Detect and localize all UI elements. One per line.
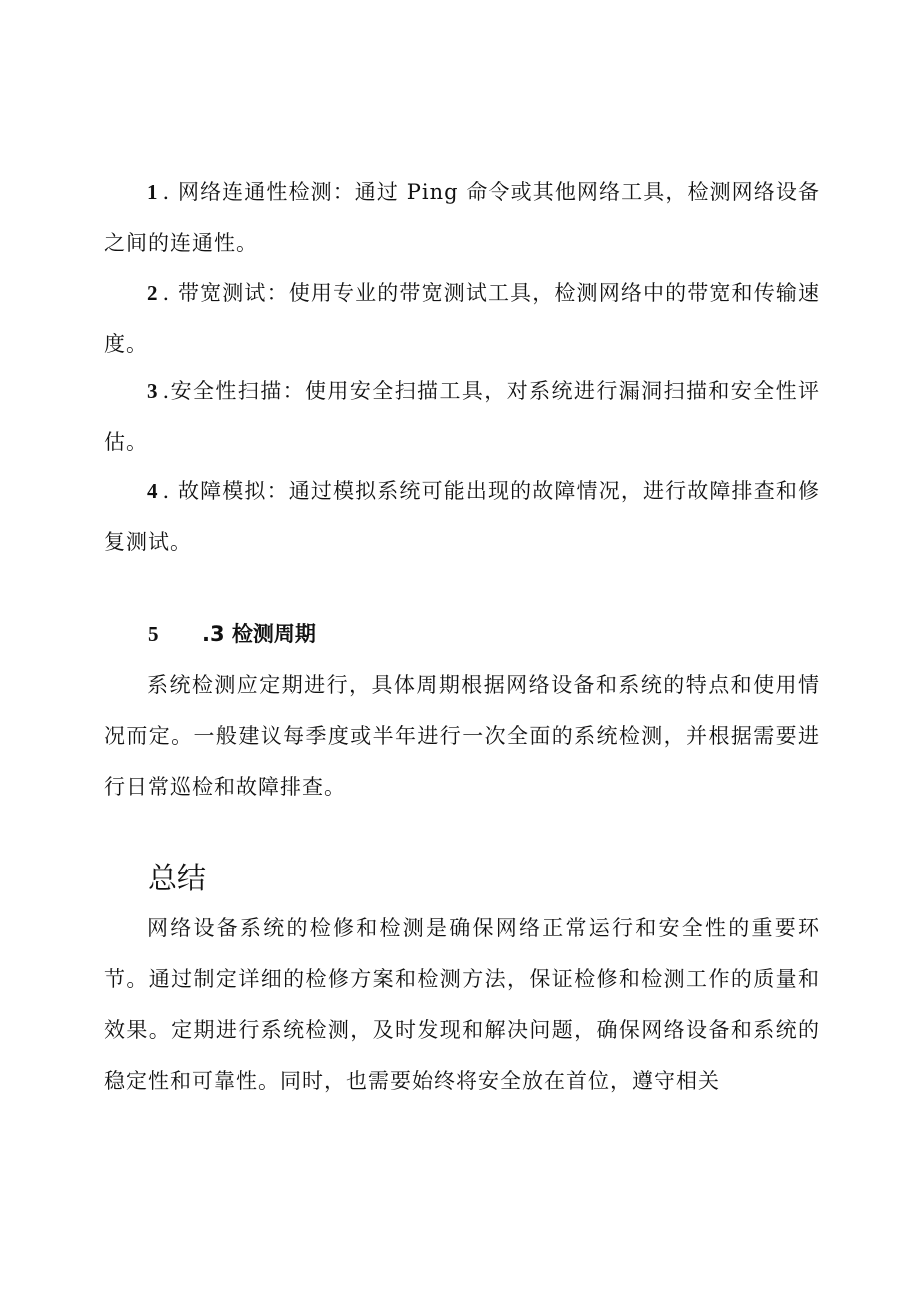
section-heading-detection-cycle <box>148 612 316 656</box>
list-item-text: . 故障模拟：通过模拟系统可能出现的故障情况，进行故障排查和修复测试。 <box>104 479 820 554</box>
section-number: 5 <box>148 622 159 646</box>
list-item-text: . 带宽测试：使用专业的带宽测试工具，检测网络中的带宽和传输速度。 <box>104 281 820 356</box>
summary-heading: 总结 <box>148 861 207 895</box>
section-title: .3 检测周期 <box>202 622 316 646</box>
list-item-security-scan <box>104 366 820 468</box>
list-item-connectivity <box>104 167 820 269</box>
section-body-detection-cycle: 系统检测应定期进行，具体周期根据网络设备和系统的特点和使用情况而定。一般建议每季度或半年进行一次全面的系统检测，并根据需要进行日常巡检和故障排查。 <box>104 673 820 799</box>
list-item-number: 2 <box>147 281 159 305</box>
list-item-number: 1 <box>147 180 159 204</box>
list-item-bandwidth <box>104 268 820 370</box>
list-item-fault-simulation <box>104 466 820 568</box>
list-item-text: . 网络连通性检测：通过 Ping 命令或其他网络工具，检测网络设备之间的连通性。 <box>104 180 820 255</box>
list-item-number: 4 <box>147 479 159 503</box>
list-item-number: 3 <box>147 379 159 403</box>
summary-body: 网络设备系统的检修和检测是确保网络正常运行和安全性的重要环节。通过制定详细的检修方案和检测方法，保证检修和检测工作的质量和效果。定期进行系统检测，及时发现和解决问题，确保网络设备和系统的稳定性和可靠性。同时，也需要始终将安全放在首位，遵守相关 <box>104 916 820 1093</box>
list-item-text: .安全性扫描：使用安全扫描工具，对系统进行漏洞扫描和安全性评估。 <box>104 379 820 454</box>
